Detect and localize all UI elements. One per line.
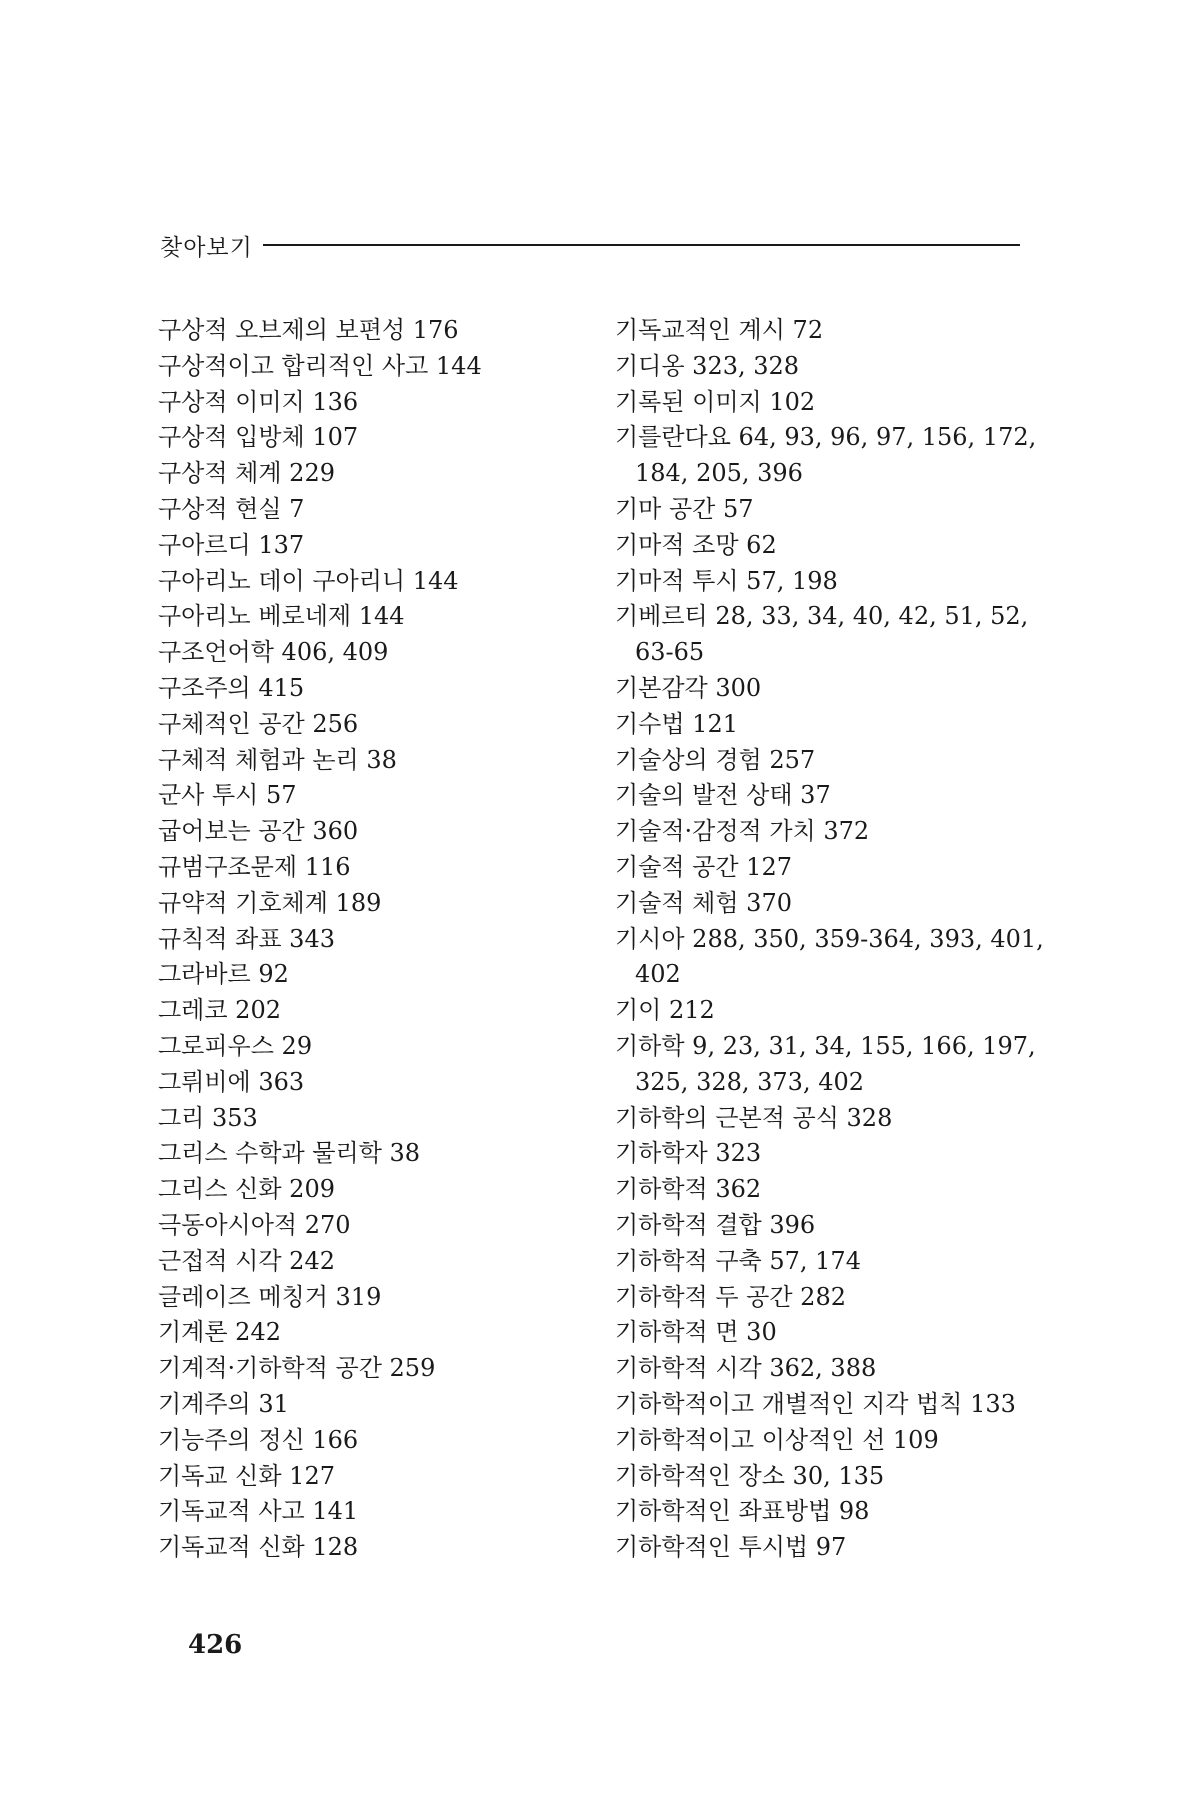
index-entry: 기베르티 28, 33, 34, 40, 42, 51, 52, <box>615 602 1029 631</box>
index-entry: 기수법 121 <box>615 709 738 738</box>
index-entry: 규범구조문제 116 <box>158 852 351 881</box>
index-entry: 그라바르 92 <box>158 960 289 989</box>
index-entry: 기독교적 사고 141 <box>158 1497 359 1526</box>
index-entry-continuation: 325, 328, 373, 402 <box>635 1067 865 1096</box>
index-entry: 그레코 202 <box>158 996 281 1025</box>
index-entry: 기하학적인 투시법 97 <box>615 1533 847 1562</box>
page-number: 426 <box>188 1630 243 1660</box>
index-entry: 기술의 발전 상태 37 <box>615 781 831 810</box>
index-entry-continuation: 402 <box>635 960 681 989</box>
index-entry: 구상적 체계 229 <box>158 459 335 488</box>
index-entry: 기계론 242 <box>158 1318 281 1347</box>
index-entry: 기본감각 300 <box>615 673 762 702</box>
index-entry: 기계주의 31 <box>158 1389 289 1418</box>
index-entry: 구상적 현실 7 <box>158 494 305 523</box>
index-entry: 구아르디 137 <box>158 530 305 559</box>
index-entry: 기독교적인 계시 72 <box>615 316 824 344</box>
index-entry: 기독교 신화 127 <box>158 1461 335 1490</box>
index-entry: 기술적 공간 127 <box>615 852 792 881</box>
index-entry: 기하학적인 장소 30, 135 <box>615 1461 885 1490</box>
index-entry: 기하학적 결합 396 <box>615 1210 816 1239</box>
header-rule <box>263 244 1020 246</box>
index-entry: 구조언어학 406, 409 <box>158 638 389 667</box>
index-entry: 기하학 9, 23, 31, 34, 155, 166, 197, <box>615 1031 1036 1060</box>
index-entry: 굽어보는 공간 360 <box>158 817 359 846</box>
index-entry: 구아리노 데이 구아리니 144 <box>158 566 459 595</box>
index-entry: 기하학적 면 30 <box>615 1318 777 1347</box>
header-title: 찾아보기 <box>160 234 253 261</box>
index-entry: 군사 투시 57 <box>158 781 297 810</box>
index-entry: 구상적이고 합리적인 사고 144 <box>158 351 482 380</box>
index-entry: 기하학적인 좌표방법 98 <box>615 1497 870 1526</box>
index-entry: 기하학의 근본적 공식 328 <box>615 1103 893 1132</box>
index-entry: 근접적 시각 242 <box>158 1246 335 1275</box>
index-entry: 구체적인 공간 256 <box>158 709 359 738</box>
index-entry: 기하학자 323 <box>615 1139 762 1168</box>
index-entry: 극동아시아적 270 <box>158 1210 351 1239</box>
index-entry: 기술적·감정적 가치 372 <box>615 817 870 846</box>
index-entry: 기를란다요 64, 93, 96, 97, 156, 172, <box>615 423 1037 452</box>
index-entry: 그리스 수학과 물리학 38 <box>158 1139 421 1168</box>
index-entry: 기술상의 경험 257 <box>615 745 816 774</box>
index-entry: 기마적 투시 57, 198 <box>615 566 838 595</box>
running-header <box>160 225 1020 265</box>
index-entry-continuation: 184, 205, 396 <box>635 459 803 488</box>
index-entry: 글레이즈 메칭거 319 <box>158 1282 382 1311</box>
index-entry: 그리 353 <box>158 1103 258 1132</box>
index-entry: 기하학적이고 이상적인 선 109 <box>615 1425 939 1454</box>
index-entry: 기하학적이고 개별적인 지각 법칙 133 <box>615 1389 1016 1418</box>
index-entry: 기디옹 323, 328 <box>615 351 800 380</box>
index-entry: 기하학적 두 공간 282 <box>615 1282 846 1311</box>
index-entry: 기마 공간 57 <box>615 494 754 523</box>
index-entry: 구상적 이미지 136 <box>158 387 359 416</box>
index-entry: 구상적 오브제의 보편성 176 <box>158 316 459 344</box>
index-entry: 기하학적 구축 57, 174 <box>615 1246 861 1275</box>
index-entry: 구상적 입방체 107 <box>158 423 359 452</box>
index-entry: 구아리노 베로네제 144 <box>158 602 405 631</box>
index-entry: 기마적 조망 62 <box>615 530 777 559</box>
index-entry: 그뤼비에 363 <box>158 1067 305 1096</box>
index-entry: 구조주의 415 <box>158 673 305 702</box>
index-entry: 기능주의 정신 166 <box>158 1425 359 1454</box>
index-entry: 기시아 288, 350, 359-364, 393, 401, <box>615 924 1044 953</box>
index-entry-continuation: 63-65 <box>635 638 705 667</box>
index-entry: 기록된 이미지 102 <box>615 387 816 416</box>
index-entry: 그리스 신화 209 <box>158 1175 335 1204</box>
index-entry: 기하학적 시각 362, 388 <box>615 1354 877 1383</box>
index-entry: 기술적 체험 370 <box>615 888 792 917</box>
index-entry: 규칙적 좌표 343 <box>158 924 335 953</box>
index-entry: 구체적 체험과 논리 38 <box>158 745 397 774</box>
index-entry: 기독교적 신화 128 <box>158 1533 359 1562</box>
index-entry: 기하학적 362 <box>615 1175 762 1204</box>
index-entry: 규약적 기호체계 189 <box>158 888 382 917</box>
index-column-left <box>158 313 588 1566</box>
index-entry: 그로피우스 29 <box>158 1031 313 1060</box>
index-entry: 기계적·기하학적 공간 259 <box>158 1354 436 1383</box>
index-entry: 기이 212 <box>615 996 715 1025</box>
index-column-right <box>615 313 1044 1566</box>
